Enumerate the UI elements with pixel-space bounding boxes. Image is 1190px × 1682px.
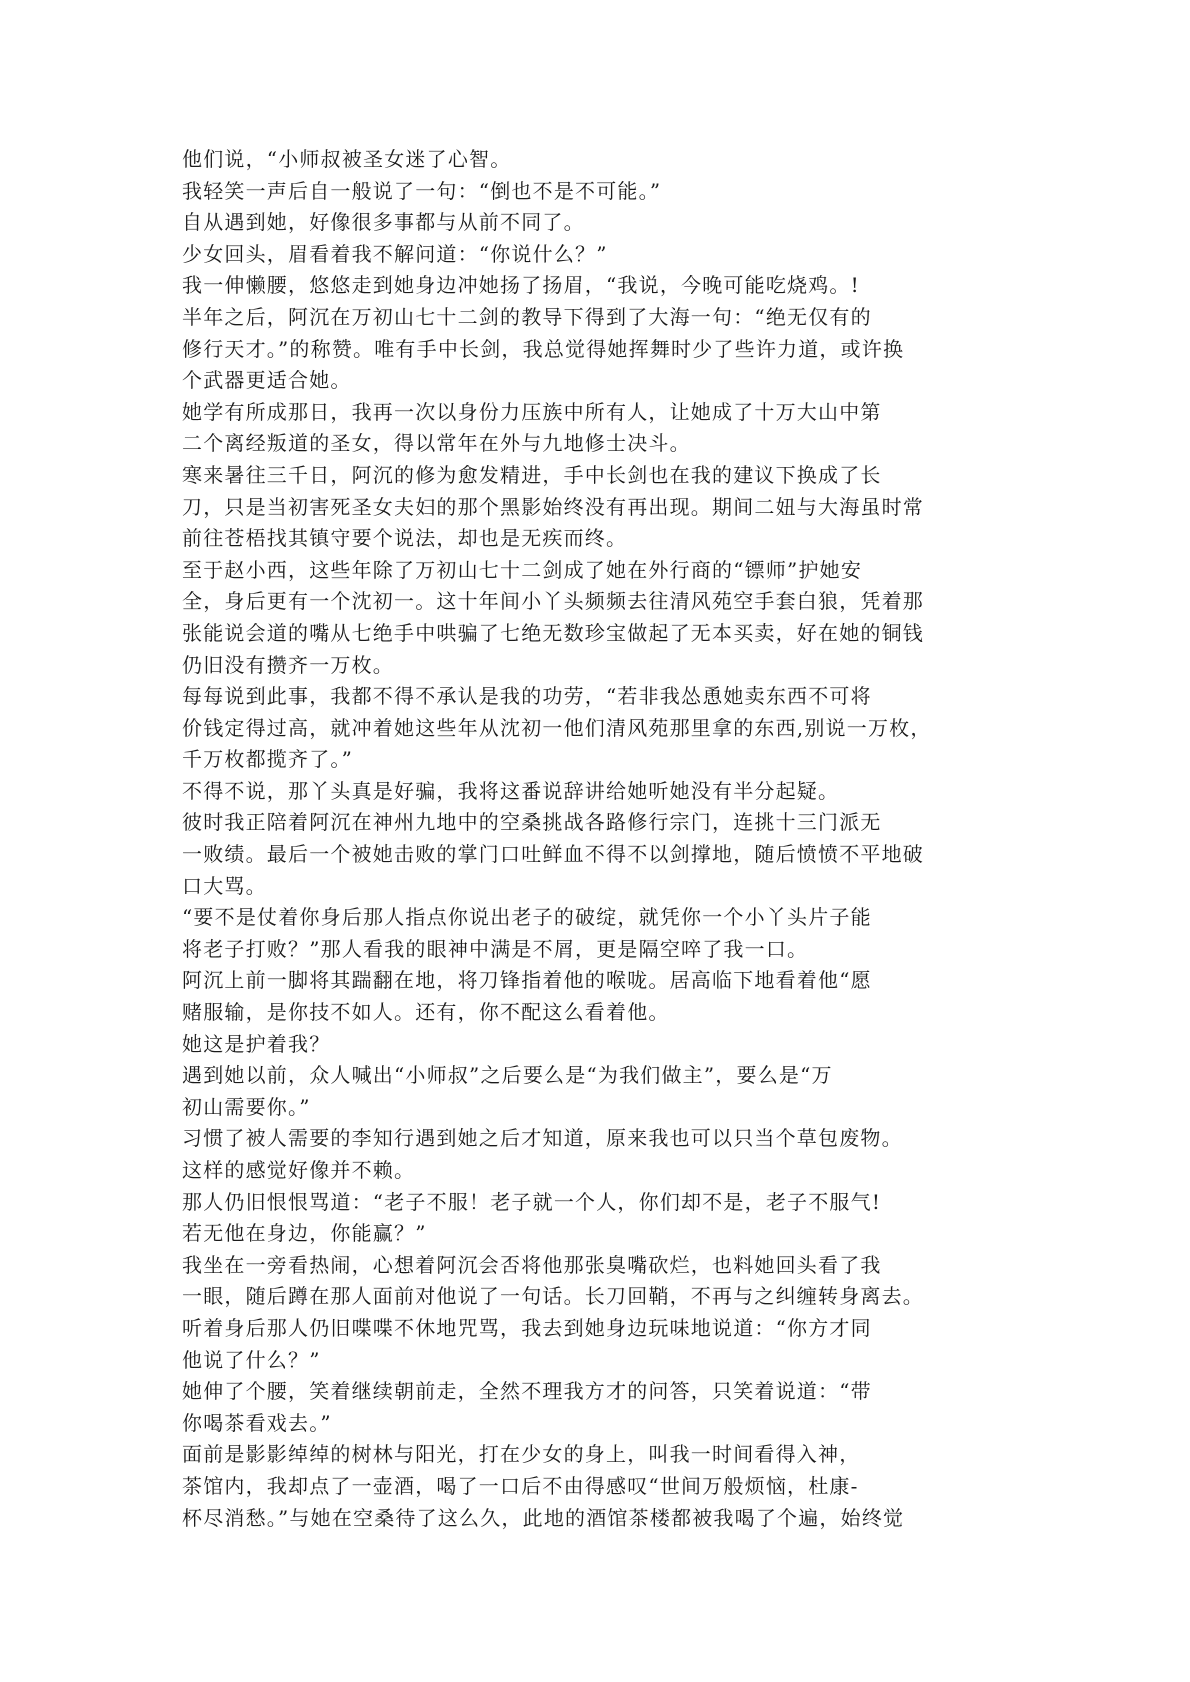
- text-line: 二个离经叛道的圣女，得以常年在外与九地修士决斗。: [182, 431, 691, 456]
- text-line: 每每说到此事，我都不得不承认是我的功劳，“若非我怂恿她卖东西不可将: [182, 684, 872, 709]
- text-line: 习惯了被人需要的李知行遇到她之后才知道，原来我也可以只当个草包废物。: [182, 1126, 903, 1151]
- text-line: 价钱定得过高，就冲着她这些年从沈初一他们清风苑那里拿的东西,别说一万枚，: [182, 715, 932, 740]
- text-line: 口大骂。: [182, 873, 267, 898]
- text-line: 寒来暑往三千日，阿沉的修为愈发精进，手中长剑也在我的建议下换成了长: [182, 462, 882, 487]
- text-line: 阿沉上前一脚将其踹翻在地，将刀锋指着他的喉咙。居高临下地看着他“愿: [182, 968, 872, 993]
- text-line: 至于赵小西，这些年除了万初山七十二剑成了她在外行商的“镖师”护她安: [182, 557, 863, 582]
- text-line: 听着身后那人仍旧喋喋不休地咒骂，我去到她身边玩味地说道：“你方才同: [182, 1315, 872, 1340]
- text-line: 那人仍旧恨恨骂道：“老子不服！老子就一个人，你们却不是，老子不服气!: [182, 1189, 882, 1214]
- text-line: 修行天才。”的称赞。唯有手中长剑，我总觉得她挥舞时少了些许力道，或许换: [182, 336, 905, 361]
- text-line: 他们说，“小师叔被圣女迷了心智。: [182, 147, 512, 171]
- text-line: 遇到她以前，众人喊出“小师叔”之后要么是“为我们做主”，要么是“万: [182, 1063, 833, 1088]
- text-line: 个武器更适合她。: [182, 368, 352, 393]
- text-line: 初山需要你。”: [182, 1094, 311, 1119]
- text-line: 刀，只是当初害死圣女夫妇的那个黑影始终没有再出现。期间二妞与大海虽时常: [182, 494, 924, 519]
- text-line: 杯尽消愁。”与她在空桑待了这么久，此地的酒馆茶楼都被我喝了个遍，始终觉: [182, 1505, 905, 1530]
- text-line: 你喝茶看戏去。”: [182, 1410, 332, 1435]
- text-line: 不得不说，那丫头真是好骗，我将这番说辞讲给她听她没有半分起疑。: [182, 778, 840, 803]
- text-line: 她学有所成那日，我再一次以身份力压族中所有人，让她成了十万大山中第: [182, 399, 882, 424]
- text-line: 自从遇到她，好像很多事都与从前不同了。: [182, 210, 585, 235]
- text-line: 我坐在一旁看热闹，心想着阿沉会否将他那张臭嘴砍烂，也料她回头看了我: [182, 1252, 882, 1277]
- text-line: 全，身后更有一个沈初一。这十年间小丫头频频去往清风苑空手套白狼，凭着那: [182, 589, 924, 614]
- text-line: 一败绩。最后一个被她击败的掌门口吐鲜血不得不以剑撑地，随后愤愤不平地破: [182, 842, 924, 867]
- text-line: 少女回头，眉看着我不解问道：“你说什么？”: [182, 241, 608, 266]
- text-line: 仍旧没有攒齐一万枚。: [182, 652, 394, 677]
- text-line: “要不是仗着你身后那人指点你说出老子的破绽，就凭你一个小丫头片子能: [182, 905, 872, 930]
- text-line: 我轻笑一声后自一般说了一句：“倒也不是不可能。”: [182, 178, 662, 203]
- text-line: 一眼，随后蹲在那人面前对他说了一句话。长刀回鞘，不再与之纠缠转身离去。: [182, 1284, 924, 1309]
- text-line: 若无他在身边，你能赢？”: [182, 1221, 427, 1246]
- text-line: 彼时我正陪着阿沉在神州九地中的空桑挑战各路修行宗门，连挑十三门派无: [182, 810, 882, 835]
- text-line: 他说了什么？”: [182, 1347, 321, 1372]
- text-line: 半年之后，阿沉在万初山七十二剑的教导下得到了大海一句：“绝无仅有的: [182, 304, 872, 329]
- text-line: 前往苍梧找其镇守要个说法，却也是无疾而终。: [182, 526, 628, 551]
- body-text: [182, 144, 942, 1534]
- text-line: 将老子打败？”那人看我的眼神中满是不屑，更是隔空啐了我一口。: [182, 936, 809, 961]
- text-line: 张能说会道的嘴从七绝手中哄骗了七绝无数珍宝做起了无本买卖，好在她的铜钱: [182, 620, 924, 645]
- text-line: 这样的感觉好像并不赖。: [182, 1158, 416, 1182]
- text-line: 她这是护着我？: [182, 1031, 331, 1056]
- text-line: 面前是影影绰绰的树林与阳光，打在少女的身上，叫我一时间看得入神，: [182, 1442, 861, 1467]
- text-line: 千万枚都揽齐了。”: [182, 747, 354, 772]
- text-line: 我一伸懒腰，悠悠走到她身边冲她扬了扬眉，“我说，今晚可能吃烧鸡。!: [182, 273, 860, 298]
- text-line: 她伸了个腰，笑着继续朝前走，全然不理我方才的问答，只笑着说道：“带: [182, 1379, 872, 1404]
- text-line: 茶馆内，我却点了一壶酒，喝了一口后不由得感叹“世间万般烦恼，杜康-: [182, 1473, 859, 1498]
- text-line: 赌服输，是你技不如人。还有，你不配这么看着他。: [182, 1000, 670, 1025]
